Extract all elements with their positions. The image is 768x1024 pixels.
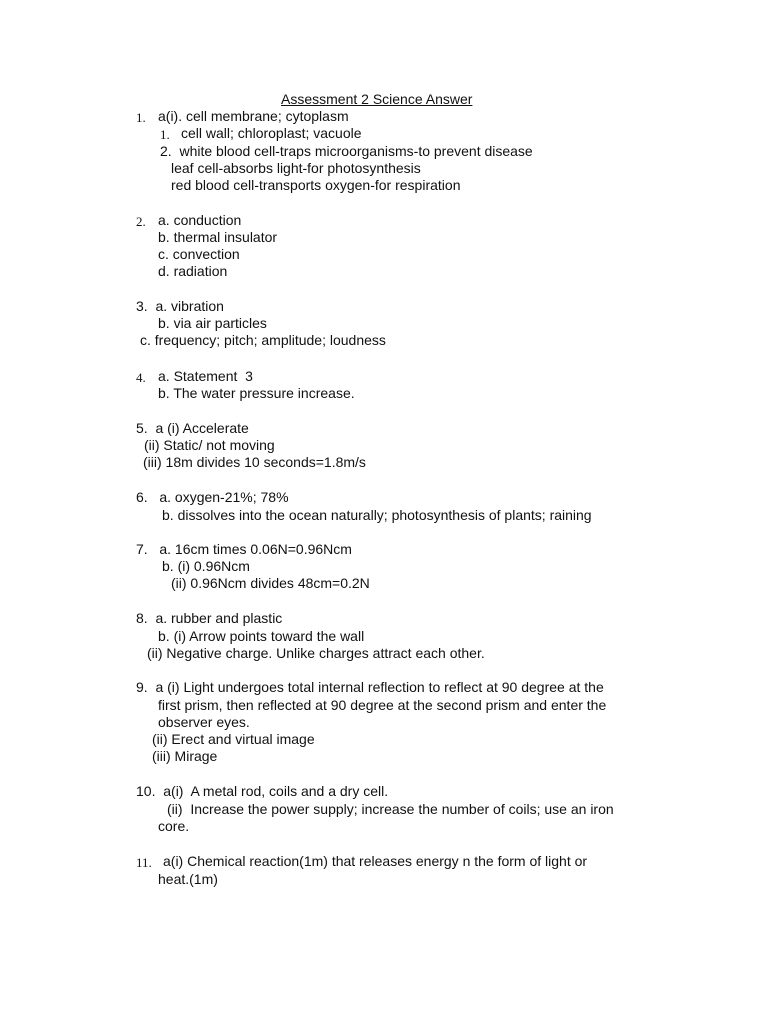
q2-answer-b: b. thermal insulator <box>158 229 278 245</box>
q7-answer-ii: (ii) 0.96Ncm divides 48cm=0.2N <box>171 575 370 591</box>
q9-answer-a-line3: observer eyes. <box>158 714 250 730</box>
q4-number: 4. <box>136 370 146 385</box>
q4-answer-b: b. The water pressure increase. <box>158 385 355 401</box>
q1-number: 1. <box>136 110 146 125</box>
q1-answer-a: a(i). cell membrane; cytoplasm <box>158 108 349 124</box>
q11-number: 11. <box>136 855 152 870</box>
q4-answer-a: a. Statement 3 <box>158 368 253 384</box>
q8-answer-b: b. (i) Arrow points toward the wall <box>158 628 365 644</box>
q2-answer-d: d. radiation <box>158 263 228 279</box>
q2-answer-c: c. convection <box>158 246 240 262</box>
q1-answer-sub2: 2. white blood cell-traps microorganisms-to prevent disease <box>160 143 533 159</box>
q2-number: 2. <box>136 214 146 229</box>
q1-answer-sub1: cell wall; chloroplast; vacuole <box>181 125 362 141</box>
q5-answer-iii: (iii) 18m divides 10 seconds=1.8m/s <box>143 454 366 470</box>
q9-answer-ii: (ii) Erect and virtual image <box>152 731 315 747</box>
q2-answer-a: a. conduction <box>158 212 242 228</box>
q6-answer-b: b. dissolves into the ocean naturally; photosynthesis of plants; raining <box>162 507 592 523</box>
q9-answer-a-line2: first prism, then reflected at 90 degree at the second prism and enter the <box>158 697 607 713</box>
q3-answer-b: b. via air particles <box>158 315 267 331</box>
q5-answer-ii: (ii) Static/ not moving <box>144 437 275 453</box>
q7-answer-b: b. (i) 0.96Ncm <box>162 558 250 574</box>
q11-answer-a-line1: a(i) Chemical reaction(1m) that releases energy n the form of light or <box>163 853 588 869</box>
q10-answer-a: 10. a(i) A metal rod, coils and a dry cell. <box>136 783 389 799</box>
q1-answer-sub2-leaf: leaf cell-absorbs light-for photosynthesis <box>171 160 421 176</box>
q11-answer-a-line2: heat.(1m) <box>158 871 218 887</box>
q10-answer-ii-line2: core. <box>158 818 190 834</box>
q1-answer-sub2-rbc: red blood cell-transports oxygen-for respiration <box>171 177 461 193</box>
page-title: Assessment 2 Science Answer <box>281 91 473 107</box>
q3-answer-c: c. frequency; pitch; amplitude; loudness <box>140 332 386 348</box>
q1-sub1-number: 1. <box>160 127 170 142</box>
q3-answer-a: 3. a. vibration <box>136 298 224 314</box>
q7-answer-a: 7. a. 16cm times 0.06N=0.96Ncm <box>136 541 352 557</box>
q6-answer-a: 6. a. oxygen-21%; 78% <box>136 489 289 505</box>
q9-answer-iii: (iii) Mirage <box>152 748 218 764</box>
q10-answer-ii-line1: (ii) Increase the power supply; increase the number of coils; use an iron <box>167 801 614 817</box>
q8-answer-ii: (ii) Negative charge. Unlike charges attract each other. <box>147 645 485 661</box>
q5-answer-a: 5. a (i) Accelerate <box>136 420 249 436</box>
q8-answer-a: 8. a. rubber and plastic <box>136 610 283 626</box>
q9-answer-a-line1: 9. a (i) Light undergoes total internal reflection to reflect at 90 degree at the <box>136 679 604 695</box>
